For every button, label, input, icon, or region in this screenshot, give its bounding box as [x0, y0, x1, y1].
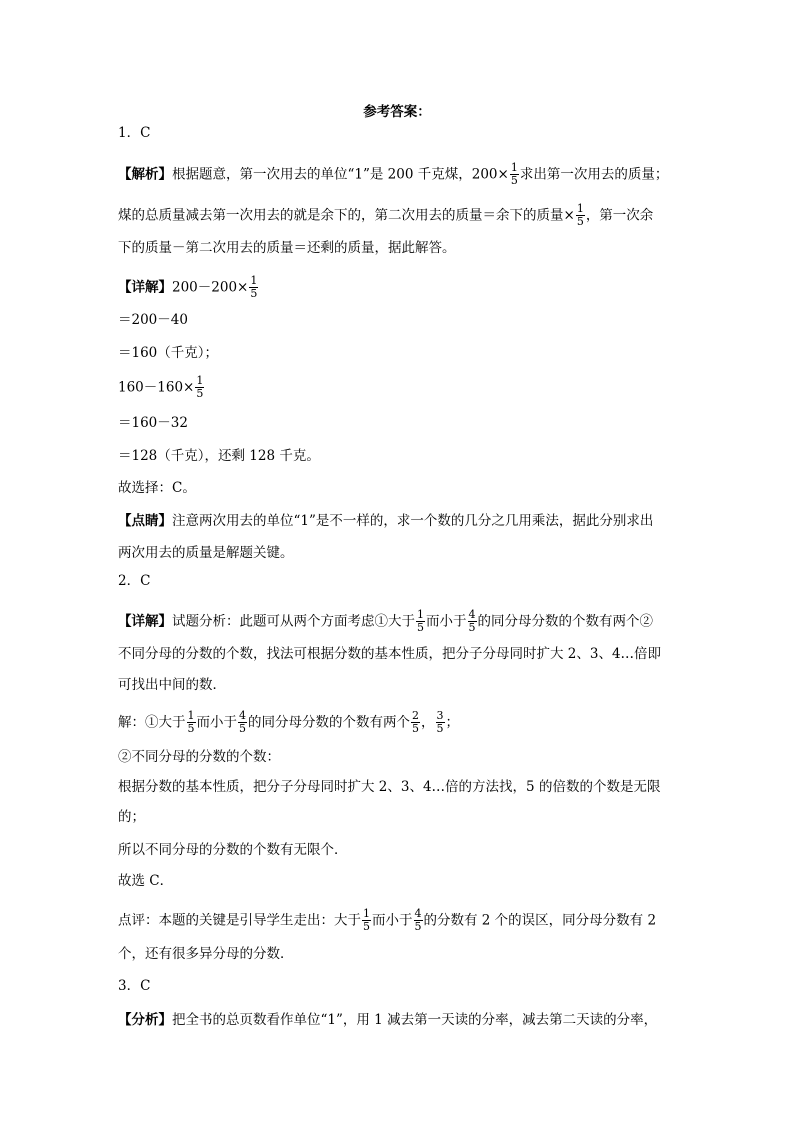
fraction [362, 908, 371, 932]
text: 而小于 [196, 714, 237, 731]
fraction [238, 710, 247, 734]
q2-line-5: ②不同分母的分数的个数： [118, 749, 280, 765]
detail-tag: 【详解】 [118, 279, 172, 296]
text: ； [445, 714, 459, 731]
text: 点评：本题的关键是引导学生走出：大于 [118, 912, 361, 929]
q2-solution-line [118, 711, 459, 735]
q1-analysis-line-1 [118, 163, 668, 187]
numerator: 1 [196, 374, 204, 387]
numerator: 2 [412, 709, 419, 722]
numerator: 4 [414, 907, 422, 920]
q2-detail-line-1 [118, 610, 653, 634]
numerator: 1 [250, 274, 258, 287]
q2-detail-line-2: 不同分母的分数的个数，找法可根据分数的基本性质，把分子分母同时扩大 2、3、4…倍即 [118, 646, 662, 662]
q1-detail-line-3: ＝160（千克）； [118, 345, 219, 361]
q3-number: 3．C [118, 978, 151, 994]
q3-analysis-line-1 [118, 1014, 657, 1028]
page-title: 参考答案： [363, 104, 431, 120]
numerator: 1 [510, 161, 518, 174]
text: 的分数有 2 个的误区，同分母分数有 2 [423, 912, 657, 929]
fraction [510, 162, 519, 186]
numerator: 4 [468, 608, 476, 621]
numerator: 1 [187, 709, 195, 722]
denominator: 5 [576, 214, 584, 228]
q1-number: 1．C [118, 125, 151, 141]
q2-line-8: 所以不同分母的分数的个数有无限个． [118, 842, 348, 858]
numerator: 4 [239, 709, 246, 722]
q1-analysis-line-3: 下的质量－第二次用去的质量＝还剩的质量，据此解答。 [118, 240, 456, 256]
text: 的同分母分数的个数有两个 [248, 714, 410, 731]
fraction [436, 710, 445, 734]
denominator: 5 [363, 919, 370, 933]
fraction [416, 609, 425, 633]
q2-line-9: 故选 C． [118, 873, 174, 889]
fraction [468, 609, 477, 633]
text: ，第一次余 [585, 207, 654, 224]
denominator: 5 [417, 620, 424, 634]
q1-detail-line-4 [118, 376, 205, 400]
fraction [249, 275, 258, 299]
analysis-tag: 【分析】 [118, 1012, 172, 1028]
q2-line-6: 根据分数的基本性质，把分子分母同时扩大 2、3、4…倍的方法找，5 的倍数的个数是无限 [118, 779, 661, 795]
denominator: 5 [412, 721, 419, 735]
q1-choose: 故选择：C。 [118, 480, 196, 496]
q2-comment-line-2: 个，还有很多异分母的分数． [118, 946, 294, 962]
denominator: 5 [239, 721, 246, 735]
comment-tag: 【点睛】 [118, 513, 172, 529]
denominator: 5 [510, 173, 518, 187]
text: 求出第一次用去的质量； [519, 166, 669, 183]
q2-number: 2．C [118, 573, 151, 589]
analysis-tag: 【解析】 [118, 166, 172, 183]
separator: ， [421, 714, 435, 731]
denominator: 5 [468, 620, 476, 634]
text: 试题分析：此题可从两个方面考虑①大于 [172, 613, 415, 630]
fraction [414, 908, 423, 932]
q2-detail-line-3: 可找出中间的数． [118, 677, 226, 693]
q1-analysis-line-2 [118, 204, 653, 228]
q1-comment-line-2: 两次用去的质量是解题关键。 [118, 545, 294, 561]
q1-detail-line-2: ＝200－40 [118, 312, 188, 328]
q2-line-7: 的； [118, 809, 145, 825]
fraction [411, 710, 420, 734]
denominator: 5 [187, 721, 195, 735]
fraction [576, 203, 585, 227]
numerator: 1 [417, 608, 424, 621]
text: 而小于 [426, 613, 467, 630]
text: 的同分母分数的个数有两个② [477, 613, 653, 630]
text: 把全书的总页数看作单位“1”，用 1 减去第一天读的分率，减去第二天读的分率， [172, 1012, 658, 1028]
fraction [187, 710, 196, 734]
text: 解：①大于 [118, 714, 186, 731]
detail-tag: 【详解】 [118, 613, 172, 630]
numerator: 1 [576, 202, 584, 215]
denominator: 5 [414, 919, 422, 933]
text: 注意两次用去的单位“1”是不一样的，求一个数的几分之几用乘法，据此分别求出 [172, 513, 654, 529]
fraction [195, 375, 204, 399]
text: 160－160× [118, 379, 195, 396]
text: 200－200× [172, 279, 249, 296]
denominator: 5 [196, 386, 204, 400]
q1-detail-line-5: ＝160－32 [118, 415, 188, 431]
q1-detail-line-6: ＝128（千克），还剩 128 千克。 [118, 448, 320, 464]
text: 而小于 [372, 912, 413, 929]
numerator: 1 [363, 907, 370, 920]
q2-comment-line-1 [118, 909, 656, 933]
denominator: 5 [250, 286, 258, 300]
text: 根据题意，第一次用去的单位“1”是 200 千克煤，200× [172, 166, 509, 183]
q1-detail-line-1 [118, 276, 259, 300]
numerator: 3 [436, 709, 444, 722]
denominator: 5 [436, 721, 444, 735]
q1-comment-line-1 [118, 515, 653, 529]
text: 煤的总质量减去第一次用去的就是余下的，第二次用去的质量＝余下的质量× [118, 207, 575, 224]
